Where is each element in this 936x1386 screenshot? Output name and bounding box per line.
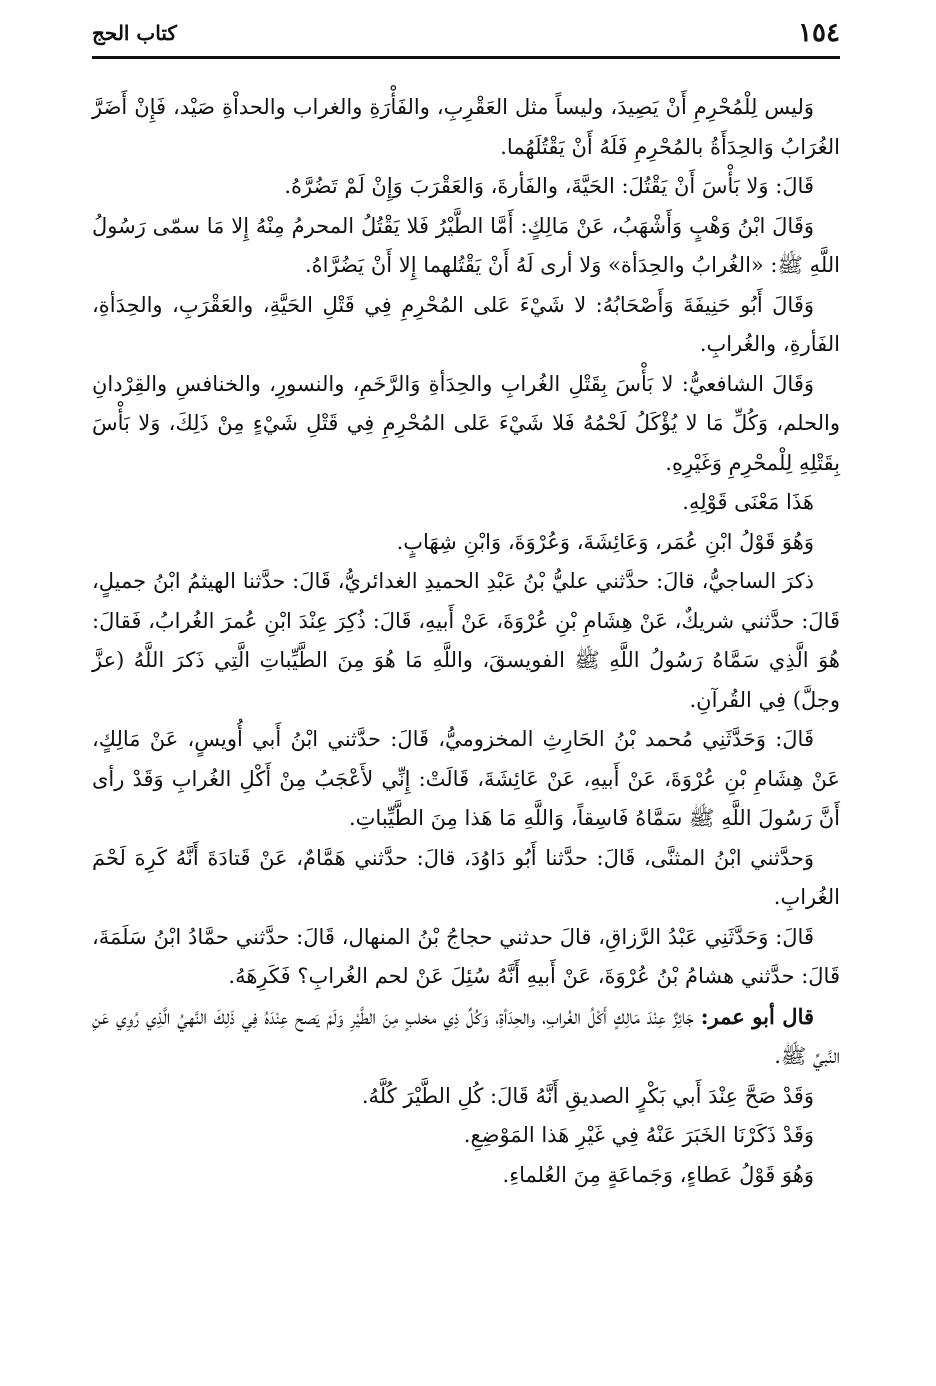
paragraph-5: وَقَالَ الشافعيُّ: لا بَأْسَ بِقَتْلِ الغُرابِ والحِدَأةِ وَالرَّخَمِ، والنسورِ، والخنافسِ والقِرْدانِ والحلم، وَكُلِّ مَا لا يُؤْكَلُ لَحْمُهُ فَلا شَيْءَ عَلى المُحْرِمِ فِي قَتْلِ شَيْءٍ مِنْ ذَلِكَ، وَلا بَأْسَ بِقَتْلِهِ لِلْمحْرِمِ وَغَيْرِهِ. [92,371,840,475]
paragraph-4: وَقَالَ أَبُو حَنِيفَةَ وَأَصْحَابُهُ: لا شَيْءَ عَلى المُحْرِمِ فِي قَتْلِ الحَيَّةِ، والعَقْرَبِ، والحِدَأةِ، الفَأرةِ، والغُرابِ. [92,292,840,356]
paragraph-12-text: جَائِزٌ عِنْدَ مَالِكٍ أَكْلُ الغُرابِ، والحِدَأةِ، وَكُلِّ ذِي مخلبٍ مِنَ الطَّيْرِ وَلَمْ يَصح عِنْدَهُ فِي ذَلِكَ النَّهيُ الَّذِي رُوِي عَنِ النَّبيِّ ﷺ. [92,1004,840,1068]
page-header [92,14,840,60]
header-rule [92,56,840,59]
paragraph-15: وَهُوَ قَوْلُ عَطاءٍ، وَجَماعَةٍ مِنَ العُلماءِ. [502,1162,814,1187]
paragraph-11: قَالَ: وَحَدَّثَنِي عَبْدُ الرَّزاقِ، قالَ حدثني حجاجُ بْنُ المنهال، قَالَ: حدَّثني حمَّادُ ابْنُ سَلَمَةَ، قَالَ: حدَّثني هشامُ بْنُ عُرْوَةَ، عَنْ أَبيهِ أَنَّهُ سُئِلَ عَنْ لحم الغُرابِ؟ فَكَرِهَهُ. [92,924,840,988]
paragraph-14: وَقَدْ ذَكَرْنَا الخَبَرَ عَنْهُ فِي غَيْرِ هَذا المَوْضِعِ. [463,1123,814,1147]
paragraph-9: قَالَ: وَحَدَّثَنِي مُحمد بْنُ الحَارِثِ المخزوميُّ، قَالَ: حدَّثني ابْنُ أَبي أُويسٍ، عَنْ مَالِكٍ، عَنْ هِشَامِ بْنِ عُرْوَةَ، عَنْ أَبيهِ، عَنْ عَائِشَةَ، قَالَتْ: إِنِّي لأَعْجَبُ مِنْ أَكْلِ الغُرابِ وَقَدْ رأى أَنَّ رَسُولَ اللَّهِ ﷺ سَمَّاهُ فَاسِقاً، وَاللَّهِ مَا هَذا مِنَ الطَّيِّباتِ. [92,727,840,830]
paragraph-2: قَالَ: وَلا بَأْسَ أَنْ يَقْتُلَ: الحَيَّةَ، والفَأرةَ، وَالعَقْرَبَ وَإِنْ لَمْ تَضُرَّهُ. [284,174,814,198]
paragraph-12 [92,997,840,1077]
running-title: كتاب الحج [92,21,177,45]
paragraph-6: هَذَا مَعْنَى قَوْلِهِ. [682,490,814,514]
paragraph-3: وَقَالَ ابْنُ وَهْبٍ وَأَشْهَبُ، عَنْ مَالِكٍ: أَمَّا الطَّيْرُ فَلا يَقْتُلُ المحرمُ مِنْهُ إِلا مَا سمّى رَسُولُ اللَّهِ ﷺ: «الغُرابُ والحِدَأة» وَلا أرى لَهُ أَنْ يَقْتُلهما إِلا أَنْ يَضُرَّاهُ. [92,213,840,277]
paragraph-1: وَليس لِلْمُحْرِمِ أَنْ يَصِيدَ، وليساً مثل العَقْرِبِ، والفَأْرَةِ والغراب والحداْةِ صَيْد، فَإِنْ أَضَرَّ الغُرَابُ وَالحِدَأَةُ بالمُحْرِمِ فَلَهُ أَنْ يَقْتُلَهُما. [92,95,840,159]
paragraph-13: وَقَدْ صَحَّ عِنْدَ أَبي بَكْرٍ الصديقِ أَنَّهُ قَالَ: كُلِ الطَّيْرَ كُلَّهُ. [361,1083,814,1108]
body-text [92,88,840,1195]
page-number: ١٥٤ [798,18,840,48]
paragraph-8: ذكرَ الساجيُّ، قالَ: حدَّثني عليُّ بْنُ عَبْدِ الحميدِ الغدائريُّ، قَالَ: حدَّثنا الهيثمُ ابْنُ جميلٍ، قَالَ: حدَّثني شريكٌ، عَنْ هِشَامِ بْنِ عُرْوَةَ، عَنْ أَبيهِ، قَالَ: ذُكِرَ عِنْدَ ابْنِ عُمرَ الغُرابُ، فَقالَ: هُوَ الَّذِي سَمَّاهُ رَسُولُ اللَّهِ ﷺ الفويسقَ، واللَّهِ مَا هُوَ مِنَ الطَّيِّباتِ الَّتِي ذَكرَ اللَّهُ (عزَّ وجلَّ) فِي القُرآنِ. [92,569,840,712]
paragraph-10: وَحدَّثني ابْنُ المثنَّى، قَالَ: حدَّثنا أَبُو دَاوُدَ، قالَ: حدَّثني هَمَّامٌ، عَنْ قَتادَةَ أَنَّهُ كَرِهَ لَحْمَ الغُرابِ. [92,845,840,909]
paragraph-7: وَهُوَ قَوْلُ ابْنِ عُمَر، وَعَائِشَةَ، وَعُرْوَةَ، وَابْنِ شِهَابٍ. [396,529,814,554]
speaker-label: قال أبو عمر: [700,1003,815,1029]
